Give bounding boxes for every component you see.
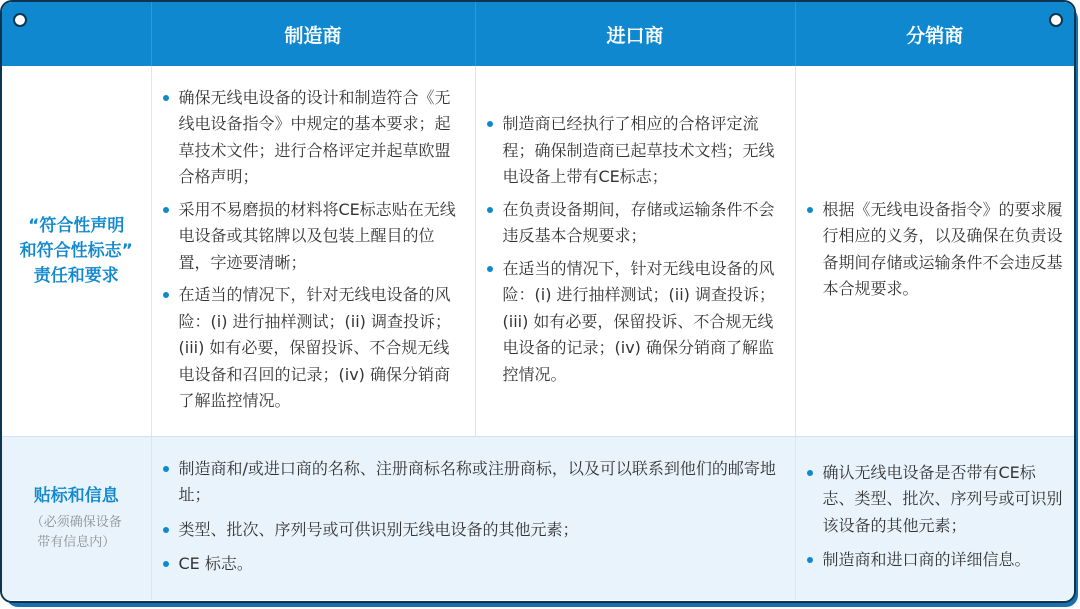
list-item: 类型、批次、序列号或可供识别无线电设备的其他元素； xyxy=(179,517,785,544)
header-manufacturer: 制造商 xyxy=(151,2,475,66)
table-row-declaration xyxy=(2,66,1074,437)
row-title-line: “符合性声明 xyxy=(28,215,125,236)
bullet-list xyxy=(796,460,1075,574)
row-header-declaration xyxy=(2,66,151,437)
list-item: 制造商和/或进口商的名称、注册商标名称或注册商标，以及可以联系到他们的邮寄地址； xyxy=(179,456,785,509)
header-distributor xyxy=(795,2,1074,66)
header-importer: 进口商 xyxy=(475,2,795,66)
header-row xyxy=(2,2,1074,66)
list-item: 在负责设备期间，存储或运输条件不会违反基本合规要求； xyxy=(503,197,785,250)
bullet-list xyxy=(476,111,795,388)
row-header-labeling xyxy=(2,437,151,601)
list-item: 在适当的情况下，针对无线电设备的风险：(i) 进行抽样测试；(ii) 调查投诉；(iii) 如有必要，保留投诉、不合规无线电设备的记录；(iv) 确保分销商了解监控情况。 xyxy=(503,256,785,389)
bullet-list xyxy=(152,456,795,578)
list-item: 根据《无线电设备指令》的要求履行相应的义务，以及确保在负责设备期间存储或运输条件不会违反基本合规要求。 xyxy=(823,197,1065,303)
row-subtitle xyxy=(2,513,151,553)
list-item: 确认无线电设备是否带有CE标志、类型、批次、序列号或可识别该设备的其他元素； xyxy=(823,460,1065,540)
row-title-line: 和符合性标志” xyxy=(19,240,133,261)
row-subtitle-line: 带有信息内） xyxy=(37,535,116,550)
list-item: 制造商已经执行了相应的合格评定流程；确保制造商已起草技术文档；无线电设备上带有CE标志； xyxy=(503,111,785,191)
bullet-list xyxy=(796,197,1075,303)
cell-importer-declaration xyxy=(475,66,795,437)
list-item: 确保无线电设备的设计和制造符合《无线电设备指令》中规定的基本要求；起草技术文件；进行合格评定并起草欧盟合格声明； xyxy=(179,85,465,191)
header-distributor-label: 分销商 xyxy=(906,24,964,47)
table-row-labeling xyxy=(2,437,1074,601)
responsibility-table xyxy=(2,2,1074,600)
cell-manufacturer-declaration xyxy=(151,66,475,437)
list-item: 制造商和进口商的详细信息。 xyxy=(823,547,1065,574)
row-title-line: 责任和要求 xyxy=(33,265,119,286)
bullet-list xyxy=(152,85,475,415)
header-corner xyxy=(2,2,151,66)
list-item: 采用不易磨损的材料将CE标志贴在无线电设备或其铭牌以及包装上醒目的位置，字迹要清晰； xyxy=(179,197,465,277)
list-item: 在适当的情况下，针对无线电设备的风险：(i) 进行抽样测试；(ii) 调查投诉；(iii) 如有必要，保留投诉、不合规无线电设备和召回的记录；(iv) 确保分销商了解监控情况。 xyxy=(179,282,465,415)
cell-manufacturer-importer-labeling xyxy=(151,437,795,601)
row-subtitle-line: （必须确保设备 xyxy=(30,515,122,530)
cell-distributor-declaration xyxy=(795,66,1074,437)
cell-distributor-labeling xyxy=(795,437,1074,601)
corner-dot-icon xyxy=(1049,13,1063,27)
corner-dot-icon xyxy=(13,13,27,27)
list-item: CE 标志。 xyxy=(179,551,785,578)
row-title: 贴标和信息 xyxy=(33,486,119,506)
